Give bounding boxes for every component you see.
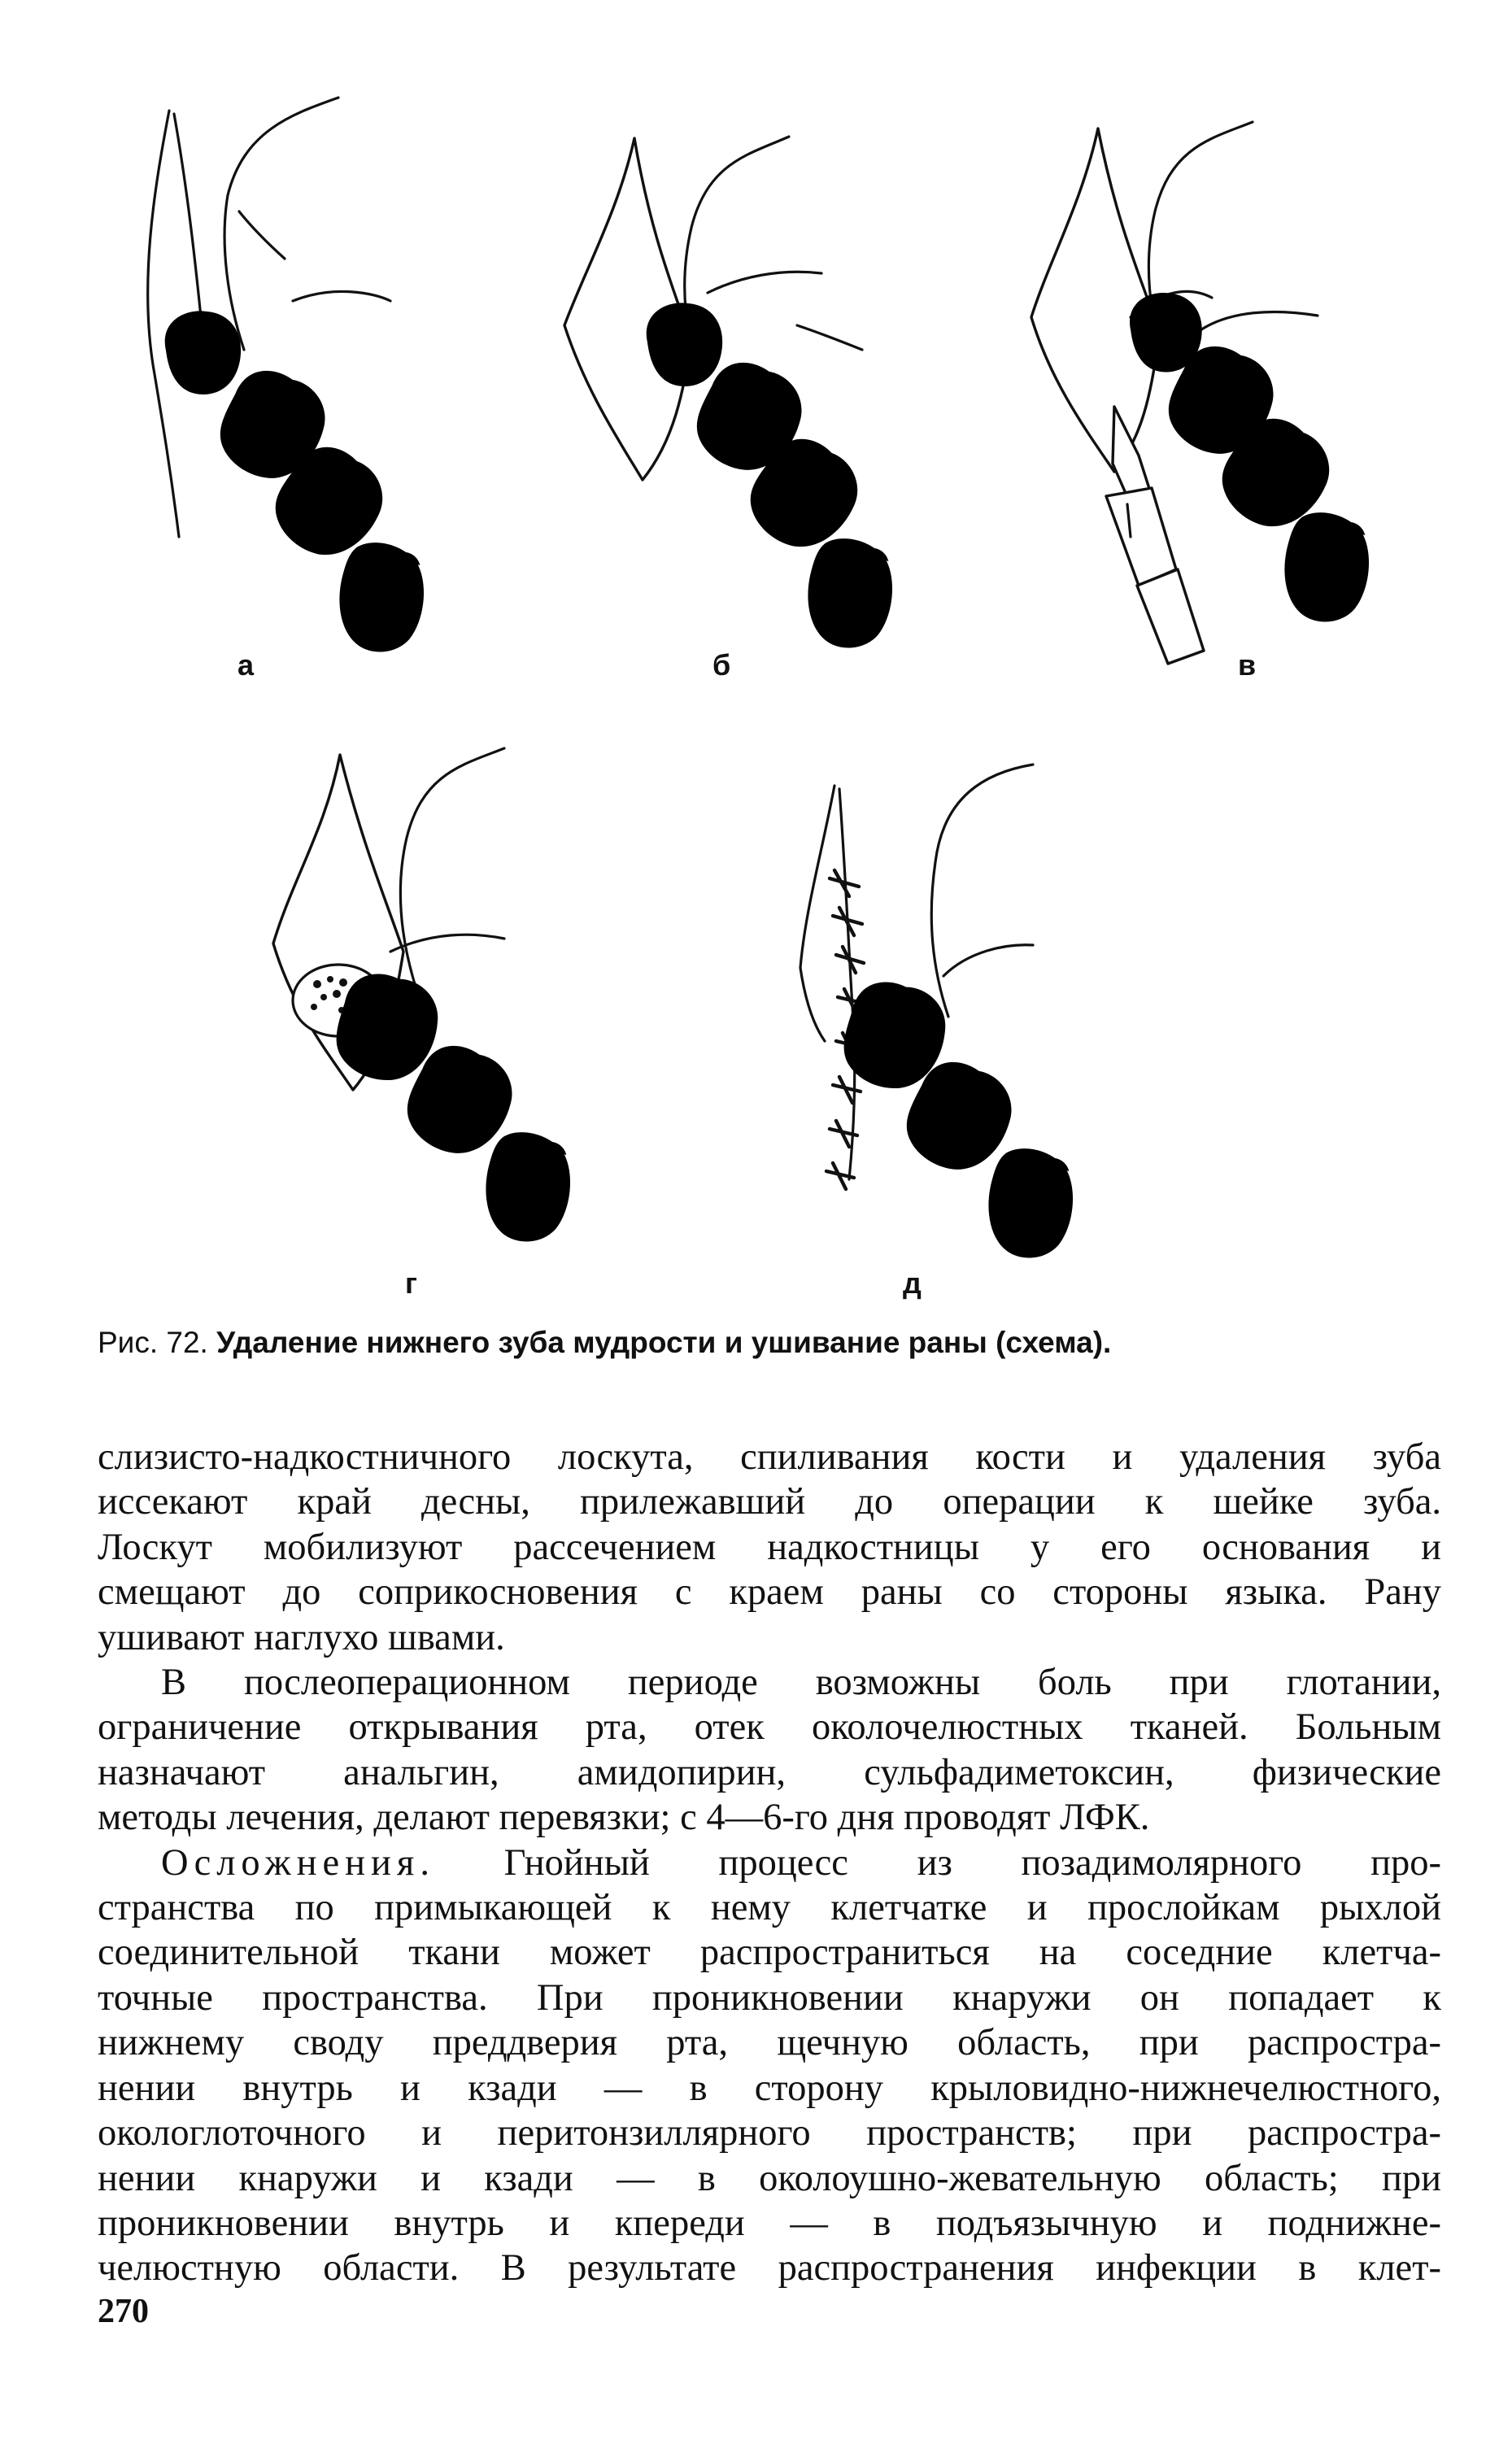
text-line: методы лечения, делают перевязки; с 4—6-го дня проводят ЛФК.: [98, 1797, 1150, 1839]
figure-panel-a-drawing: [106, 81, 447, 651]
text-line: Лоскут мобилизуют рассечением надкостницы у его основания и: [98, 1526, 1441, 1568]
text-line: ограничение открывания рта, отек околочелюстных тканей. Больным: [98, 1706, 1441, 1749]
text-line: смещают до соприкосновения с краем раны со стороны языка. Рану: [98, 1571, 1441, 1614]
text-line: нении кнаружи и кзади — в околоушно-жевательную область; при: [98, 2157, 1441, 2199]
page-number: 270: [98, 2293, 149, 2330]
text-line: проникновении внутрь и кпереди — в подъязычную и поднижне-: [98, 2202, 1441, 2244]
figure-panel-b-label: б: [712, 648, 731, 682]
text-line: нижнему своду преддверия рта, щечную область, при распростра-: [98, 2022, 1441, 2064]
paragraph-1: [98, 1435, 1441, 1660]
figure-panel-d-label: д: [903, 1266, 922, 1300]
text-line: окологлоточного и перитонзиллярного пространств; при распростра-: [98, 2112, 1441, 2155]
figure-panel-g: [260, 740, 602, 1261]
text-line: В послеоперационном периоде возможны боль при глотании,: [161, 1662, 1441, 1704]
text-line: слизисто-надкостничного лоскута, спиливания кости и удаления зуба: [98, 1436, 1441, 1478]
figure-panel-g-label: г: [405, 1266, 417, 1300]
section-heading-complications: Осложнения.: [161, 1841, 435, 1884]
text-line-with-heading: [98, 1841, 1441, 1885]
text-line: точные пространства. При проникновении кнаружи он попадает к: [98, 1976, 1441, 2019]
paragraph-2: [98, 1660, 1441, 1841]
figure-panel-v: [1009, 114, 1383, 667]
figure-panel-d-drawing: [765, 756, 1106, 1261]
text-line: назначают анальгин, амидопирин, сульфадиметоксин, физические: [98, 1751, 1441, 1793]
figure-panel-g-drawing: [260, 740, 602, 1261]
text-line: странства по примыкающей к нему клетчатке и прослойкам рыхлой: [98, 1887, 1441, 1929]
body-text: [98, 1435, 1441, 2291]
text-line: соединительной ткани может распространиться на соседние клетча-: [98, 1932, 1441, 1974]
text-line: нении внутрь и кзади — в сторону крыловидно-нижнечелюстного,: [98, 2067, 1441, 2109]
figure-panel-v-drawing: [1009, 114, 1383, 667]
text-line: ушивают наглухо швами.: [98, 1616, 505, 1658]
figure-panel-a-label: а: [237, 648, 255, 682]
figure-panel-a: [106, 81, 447, 651]
figure-caption-number: Рис. 72.: [98, 1326, 208, 1359]
text-line: иссекают край десны, прилежавший до операции к шейке зуба.: [98, 1481, 1441, 1523]
figure-panel-d: [765, 756, 1106, 1261]
text-line-rest: Гнойный процесс из позадимолярного про-: [503, 1841, 1441, 1884]
figure-panel-v-label: в: [1238, 648, 1257, 682]
figure-panel-b: [553, 130, 895, 651]
paragraph-3: [98, 1841, 1441, 2291]
figure-panel-b-drawing: [553, 130, 895, 651]
figure-caption: [98, 1324, 1440, 1362]
text-line: челюстную области. В результате распространения инфекции в клет-: [98, 2247, 1441, 2290]
figure-caption-text: Удаление нижнего зуба мудрости и ушивание раны (схема).: [216, 1326, 1112, 1359]
